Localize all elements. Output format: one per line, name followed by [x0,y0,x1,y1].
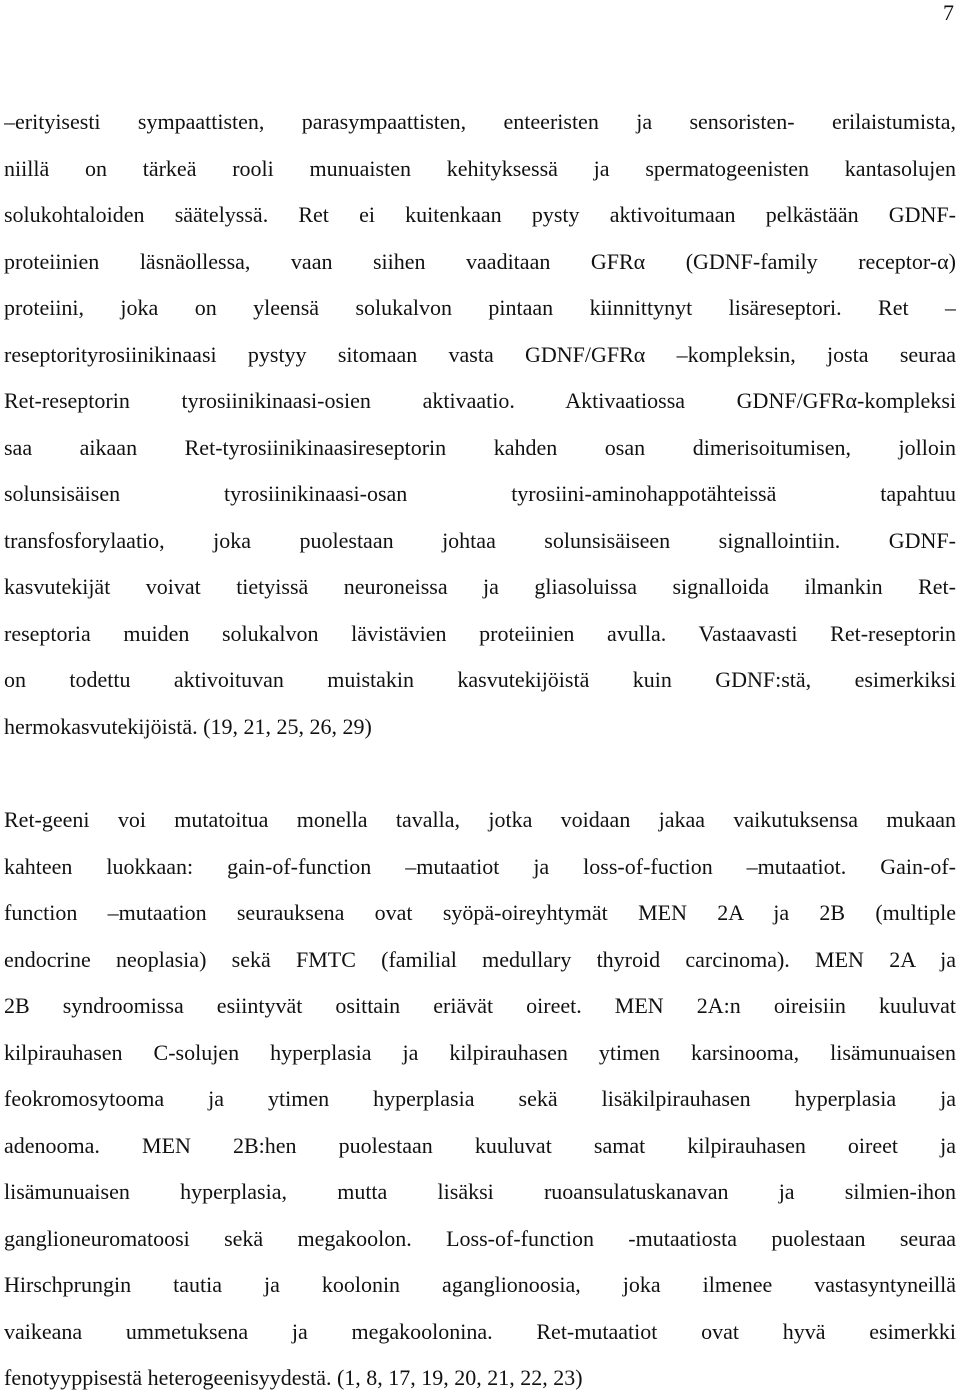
text-line: adenooma. MEN 2B:hen puolestaan kuuluvat samat kilpirauhasen oireet ja [4,1133,956,1158]
text-line: lisämunuaisen hyperplasia, mutta lisäksi ruoansulatuskanavan ja silmien-ihon [4,1179,956,1204]
text-line: proteiini, joka on yleensä solukalvon pintaan kiinnittynyt lisäreseptori. Ret – [4,295,956,320]
text-line: solunsisäisen tyrosiinikinaasi-osan tyrosiini-aminohappotähteissä tapahtuu [4,481,956,506]
text-line: –erityisesti sympaattisten, parasympaattisten, enteeristen ja sensoristen- erilaistumista, [4,109,956,134]
text-line: 2B syndroomissa esiintyvät osittain eriävät oireet. MEN 2A:n oireisiin kuuluvat [4,993,956,1018]
text-line: niillä on tärkeä rooli munuaisten kehityksessä ja spermatogeenisten kantasolujen [4,156,956,181]
text-line: fenotyyppisestä heterogeenisyydestä. (1, 8, 17, 19, 20, 21, 22, 23) [4,1365,583,1390]
text-line: proteiinien läsnäollessa, vaan siihen vaaditaan GFRα (GDNF-family receptor-α) [4,249,956,274]
text-line: reseptoria muiden solukalvon lävistävien proteiinien avulla. Vastaavasti Ret-reseptorin [4,621,956,646]
text-line: kahteen luokkaan: gain-of-function –mutaatiot ja loss-of-fuction –mutaatiot. Gain-of- [4,854,956,879]
text-line: reseptorityrosiinikinaasi pystyy sitomaan vasta GDNF/GFRα –kompleksin, josta seuraa [4,342,956,367]
text-line: saa aikaan Ret-tyrosiinikinaasireseptorin kahden osan dimerisoitumisen, jolloin [4,435,956,460]
text-line: solukohtaloiden säätelyssä. Ret ei kuitenkaan pysty aktivoitumaan pelkästään GDNF- [4,202,956,227]
text-line: kilpirauhasen C-solujen hyperplasia ja kilpirauhasen ytimen karsinooma, lisämunuaisen [4,1040,956,1065]
text-line: on todettu aktivoituvan muistakin kasvutekijöistä kuin GDNF:stä, esimerkiksi [4,667,956,692]
text-line: feokromosytooma ja ytimen hyperplasia sekä lisäkilpirauhasen hyperplasia ja [4,1086,956,1111]
text-line: hermokasvutekijöistä. (19, 21, 25, 26, 29) [4,714,372,739]
text-line: vaikeana ummetuksena ja megakoolonina. Ret-mutaatiot ovat hyvä esimerkki [4,1319,956,1344]
text-line: transfosforylaatio, joka puolestaan johtaa solunsisäiseen signallointiin. GDNF- [4,528,956,553]
text-line: Ret-reseptorin tyrosiinikinaasi-osien aktivaatio. Aktivaatiossa GDNF/GFRα-kompleksi [4,388,956,413]
text-line: Hirschprungin tautia ja koolonin aganglionoosia, joka ilmenee vastasyntyneillä [4,1272,956,1297]
text-line: function –mutaation seurauksena ovat syöpä-oireyhtymät MEN 2A ja 2B (multiple [4,900,956,925]
text-line: endocrine neoplasia) sekä FMTC (familial medullary thyroid carcinoma). MEN 2A ja [4,947,956,972]
text-line: ganglioneuromatoosi sekä megakoolon. Loss-of-function -mutaatiosta puolestaan seuraa [4,1226,956,1251]
page-number: 7 [943,0,954,25]
text-line: kasvutekijät voivat tietyissä neuroneissa ja gliasoluissa signalloida ilmankin Ret- [4,574,956,599]
text-line: Ret-geeni voi mutatoitua monella tavalla, jotka voidaan jakaa vaikutuksensa mukaan [4,807,956,832]
